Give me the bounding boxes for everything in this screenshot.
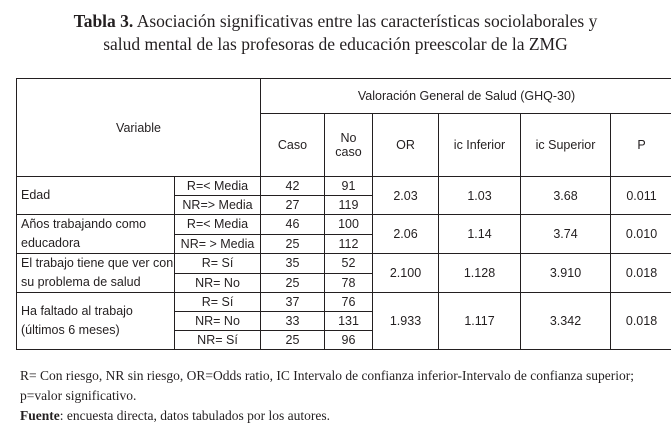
variable-line: su problema de salud [21, 275, 141, 289]
group-label: NR= > Media [175, 234, 261, 254]
header-or: OR [373, 114, 439, 177]
header-variable: Variable [17, 79, 261, 177]
caso-cell: 35 [261, 254, 325, 274]
group-label: NR= No [175, 273, 261, 293]
no-caso-cell: 119 [325, 196, 373, 215]
table-row [17, 177, 671, 196]
p-cell: 0.018 [611, 254, 671, 293]
no-caso-cell: 52 [325, 254, 373, 274]
ic-inferior-cell: 1.03 [439, 177, 521, 215]
p-cell: 0.018 [611, 293, 671, 350]
group-label: NR= No [175, 312, 261, 331]
or-cell: 2.100 [373, 254, 439, 293]
no-caso-cell: 131 [325, 312, 373, 331]
ic-inferior-cell: 1.128 [439, 254, 521, 293]
group-label: R=< Media [175, 177, 261, 196]
no-caso-cell: 112 [325, 234, 373, 254]
table-caption [0, 10, 671, 56]
caso-cell: 33 [261, 312, 325, 331]
group-label: R=< Media [175, 215, 261, 235]
ic-superior-cell: 3.74 [521, 215, 611, 254]
caption-text-2: salud mental de las profesoras de educación preescolar de la ZMG [20, 33, 651, 56]
caption-text-1: Asociación significativas entre las características sociolaborales y [137, 11, 598, 31]
caption-label: Tabla 3. [74, 11, 134, 31]
variable-cell [17, 215, 175, 254]
caso-cell: 25 [261, 331, 325, 350]
group-label: R= Sí [175, 293, 261, 312]
variable-cell [17, 293, 175, 350]
group-label: NR=> Media [175, 196, 261, 215]
no-caso-cell: 78 [325, 273, 373, 293]
group-label: NR= Sí [175, 331, 261, 350]
or-cell: 2.03 [373, 177, 439, 215]
source-label: Fuente [20, 408, 60, 423]
ic-superior-cell: 3.910 [521, 254, 611, 293]
abbreviations-note: R= Con riesgo, NR sin riesgo, OR=Odds ratio, IC Intervalo de confianza inferior-Intervalo de confianza superior; p=valor significativo. [20, 366, 658, 406]
group-label: R= Sí [175, 254, 261, 274]
variable-line: (últimos 6 meses) [21, 323, 120, 337]
header-ic-superior: ic Superior [521, 114, 611, 177]
variable-line: Años trabajando como [21, 217, 146, 231]
no-caso-cell: 76 [325, 293, 373, 312]
caso-cell: 42 [261, 177, 325, 196]
variable-cell: Edad [17, 177, 175, 215]
p-cell: 0.010 [611, 215, 671, 254]
data-table [16, 78, 671, 350]
header-caso: Caso [261, 114, 325, 177]
caso-cell: 37 [261, 293, 325, 312]
table-row [17, 215, 671, 235]
header-ic-inferior: ic Inferior [439, 114, 521, 177]
or-cell: 1.933 [373, 293, 439, 350]
header-row-1 [17, 79, 671, 114]
header-no-caso-line-1: No [341, 131, 357, 145]
no-caso-cell: 100 [325, 215, 373, 235]
variable-line: Ha faltado al trabajo [21, 304, 133, 318]
source-text: : encuesta directa, datos tabulados por los autores. [60, 408, 330, 423]
header-group: Valoración General de Salud (GHQ-30) [261, 79, 671, 114]
ic-superior-cell: 3.68 [521, 177, 611, 215]
table-notes [20, 366, 658, 426]
p-cell: 0.011 [611, 177, 671, 215]
header-p: P [611, 114, 671, 177]
table-row [17, 293, 671, 312]
ic-inferior-cell: 1.14 [439, 215, 521, 254]
caso-cell: 46 [261, 215, 325, 235]
caso-cell: 27 [261, 196, 325, 215]
variable-cell [17, 254, 175, 293]
variable-line: educadora [21, 236, 80, 250]
caption-line-1 [20, 10, 651, 33]
table-row [17, 254, 671, 274]
ic-superior-cell: 3.342 [521, 293, 611, 350]
ic-inferior-cell: 1.117 [439, 293, 521, 350]
caso-cell: 25 [261, 273, 325, 293]
header-no-caso-line-2: caso [335, 145, 361, 159]
header-no-caso [325, 114, 373, 177]
source-note [20, 406, 658, 426]
caso-cell: 25 [261, 234, 325, 254]
no-caso-cell: 96 [325, 331, 373, 350]
no-caso-cell: 91 [325, 177, 373, 196]
variable-line: El trabajo tiene que ver con [21, 256, 173, 270]
or-cell: 2.06 [373, 215, 439, 254]
